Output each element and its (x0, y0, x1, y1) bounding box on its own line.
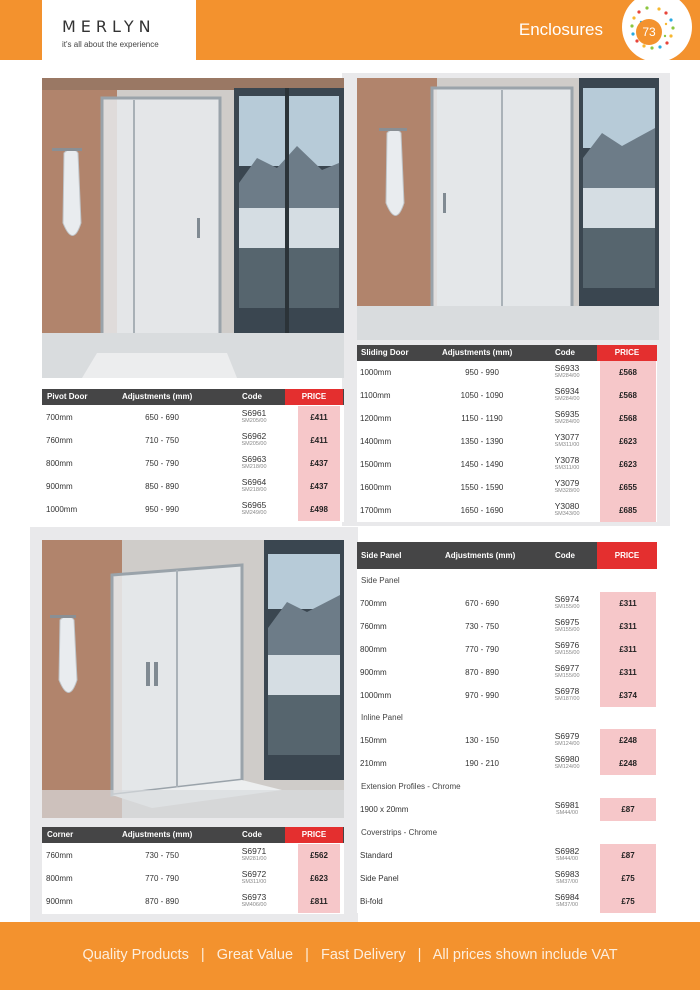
size-cell: 700mm (46, 413, 73, 422)
size-cell: 800mm (46, 459, 73, 468)
code-cell (543, 847, 591, 863)
size-cell: 1000mm (360, 368, 392, 377)
size-cell: 900mm (46, 897, 73, 906)
adjustments-cell: 1150 - 1190 (461, 414, 503, 423)
adjustments-cell: 950 - 990 (145, 505, 179, 514)
table-row (357, 638, 657, 661)
size-cell: 1900 x 20mm (360, 805, 409, 814)
code-cell (543, 801, 591, 817)
product-subcode: SM284/00 (554, 396, 580, 402)
brand-name: MERLYN (62, 17, 156, 36)
pivot-door-table (42, 389, 344, 522)
product-code: Y3080 (554, 501, 580, 511)
price-cell: £623 (298, 867, 340, 890)
product-subcode: SM218/00 (241, 464, 267, 470)
col-code: Code (242, 830, 262, 839)
price-cell: £411 (298, 406, 340, 429)
col-adjustments: Adjustments (mm) (122, 392, 193, 401)
adjustments-cell: 650 - 690 (145, 413, 179, 422)
size-cell: 760mm (360, 622, 387, 631)
product-subcode: SM406/00 (241, 902, 267, 908)
product-code: S6935 (554, 409, 580, 419)
code-cell (543, 618, 591, 634)
table-header (357, 345, 657, 361)
size-cell: 900mm (360, 668, 387, 677)
col-price: PRICE (285, 389, 343, 405)
sliding-door-table (357, 345, 657, 522)
code-cell (543, 870, 591, 886)
price-cell: £498 (298, 498, 340, 521)
table-row (357, 430, 657, 453)
code-cell (543, 641, 591, 657)
page-number-badge (614, 0, 700, 60)
page-footer (0, 922, 700, 990)
price-cell: £655 (600, 476, 656, 499)
adjustments-cell: 1450 - 1490 (460, 460, 504, 469)
section-extension-profiles: Extension Profiles - Chrome (361, 782, 461, 791)
adjustments-cell: 770 - 790 (145, 874, 179, 883)
sliding-door-photo (357, 78, 659, 340)
col-adjustments: Adjustments (mm) (445, 551, 516, 560)
col-name: Corner (47, 830, 74, 839)
price-cell: £568 (600, 384, 656, 407)
price-cell: £623 (600, 453, 656, 476)
corner-enclosure-photo (42, 540, 344, 818)
size-cell: 150mm (360, 736, 387, 745)
adjustments-cell: 870 - 890 (145, 897, 179, 906)
adjustments-cell: 850 - 890 (145, 482, 179, 491)
product-code: S6975 (554, 617, 580, 627)
product-subcode: SM205/00 (241, 418, 267, 424)
table-row (357, 684, 657, 707)
code-cell (230, 847, 278, 863)
code-cell (543, 410, 591, 426)
price-cell: £685 (600, 499, 656, 522)
product-subcode: SM37/00 (555, 902, 578, 908)
price-cell: £75 (600, 890, 656, 913)
table-row (357, 361, 657, 384)
product-code: S6984 (554, 892, 580, 902)
table-row (42, 475, 344, 498)
product-subcode: SM155/00 (554, 604, 580, 610)
product-code: S6972 (241, 869, 267, 879)
product-subcode: SM284/00 (554, 373, 580, 379)
price-cell: £311 (600, 615, 656, 638)
code-cell (230, 432, 278, 448)
product-code: S6963 (241, 454, 267, 464)
code-cell (543, 687, 591, 703)
table-row (357, 592, 657, 615)
table-row (357, 844, 657, 867)
product-code: Y3078 (554, 455, 580, 465)
table-row (357, 407, 657, 430)
size-cell: 800mm (46, 874, 73, 883)
brand-tagline: it's all about the experience (62, 40, 159, 49)
price-cell: £87 (600, 798, 656, 821)
table-row (357, 752, 657, 775)
product-code: S6934 (554, 386, 580, 396)
table-header (42, 389, 344, 405)
adjustments-cell: 870 - 890 (465, 668, 499, 677)
price-cell: £75 (600, 867, 656, 890)
product-subcode: SM343/00 (554, 511, 580, 517)
code-cell (543, 502, 591, 518)
product-subcode: SM284/00 (554, 419, 580, 425)
product-code: S6980 (554, 754, 580, 764)
size-cell: 210mm (360, 759, 387, 768)
table-header (42, 827, 344, 843)
size-cell: 1600mm (360, 483, 392, 492)
table-row (42, 498, 344, 521)
section-side-panel: Side Panel (361, 576, 400, 585)
adjustments-cell: 130 - 150 (465, 736, 499, 745)
adjustments-cell: 750 - 790 (145, 459, 179, 468)
product-subcode: SM311/00 (241, 879, 267, 885)
table-row (357, 499, 657, 522)
table-row (357, 729, 657, 752)
price-cell: £248 (600, 752, 656, 775)
adjustments-cell: 950 - 990 (465, 368, 499, 377)
product-subcode: SM249/00 (241, 510, 267, 516)
section-coverstrips: Coverstrips - Chrome (361, 828, 438, 837)
size-cell: 900mm (46, 482, 73, 491)
size-cell: Standard (360, 851, 393, 860)
product-subcode: SM155/00 (554, 673, 580, 679)
adjustments-cell: 190 - 210 (465, 759, 499, 768)
price-cell: £411 (298, 429, 340, 452)
product-code: S6982 (554, 846, 580, 856)
adjustments-cell: 670 - 690 (465, 599, 499, 608)
product-code: S6964 (241, 477, 267, 487)
price-cell: £311 (600, 661, 656, 684)
col-code: Code (555, 348, 575, 357)
table-row (42, 867, 344, 890)
table-row (357, 384, 657, 407)
table-row (42, 429, 344, 452)
size-cell: Side Panel (360, 874, 399, 883)
col-name: Pivot Door (47, 392, 88, 401)
code-cell (230, 478, 278, 494)
corner-table (42, 827, 344, 914)
code-cell (543, 893, 591, 909)
adjustments-cell: 1050 - 1090 (460, 391, 504, 400)
size-cell: 1000mm (360, 691, 392, 700)
table-row (357, 867, 657, 890)
table-row (42, 406, 344, 429)
product-code: S6981 (554, 800, 580, 810)
code-cell (230, 409, 278, 425)
price-cell: £437 (298, 475, 340, 498)
product-subcode: SM218/00 (241, 487, 267, 493)
price-cell: £811 (298, 890, 340, 913)
product-subcode: SM155/00 (554, 650, 580, 656)
price-cell: £437 (298, 452, 340, 475)
price-cell: £311 (600, 638, 656, 661)
size-cell: Bi-fold (360, 897, 383, 906)
size-cell: 1100mm (360, 391, 391, 400)
col-code: Code (555, 551, 575, 560)
table-row (357, 476, 657, 499)
footer-tagline: Quality Products | Great Value | Fast Delivery | All prices shown include VAT (82, 947, 618, 963)
size-cell: 1500mm (360, 460, 392, 469)
col-name: Sliding Door (361, 348, 409, 357)
product-code: S6977 (554, 663, 580, 673)
adjustments-cell: 730 - 750 (465, 622, 499, 631)
product-code: S6978 (554, 686, 580, 696)
adjustments-cell: 730 - 750 (145, 851, 179, 860)
page-header (0, 0, 700, 60)
adjustments-cell: 1350 - 1390 (460, 437, 504, 446)
code-cell (230, 455, 278, 471)
product-code: S6933 (554, 363, 580, 373)
table-row (357, 798, 657, 821)
code-cell (543, 755, 591, 771)
product-subcode: SM37/00 (555, 879, 578, 885)
page-title: Enclosures (518, 20, 603, 39)
product-subcode: SM205/00 (241, 441, 267, 447)
price-cell: £562 (298, 844, 340, 867)
table-row (42, 452, 344, 475)
price-cell: £568 (600, 361, 656, 384)
table-row (42, 890, 344, 913)
product-code: S6962 (241, 431, 267, 441)
code-cell (543, 664, 591, 680)
product-subcode: SM124/00 (554, 764, 580, 770)
product-subcode: SM44/00 (555, 810, 578, 816)
product-subcode: SM44/00 (555, 856, 578, 862)
code-cell (230, 870, 278, 886)
price-cell: £374 (600, 684, 656, 707)
code-cell (543, 595, 591, 611)
price-cell: £311 (600, 592, 656, 615)
price-cell: £623 (600, 430, 656, 453)
product-subcode: SM311/00 (554, 442, 580, 448)
product-code: S6974 (554, 594, 580, 604)
product-subcode: SM311/00 (554, 465, 580, 471)
side-panel-table (357, 542, 657, 913)
code-cell (230, 501, 278, 517)
table-row (357, 453, 657, 476)
code-cell (543, 479, 591, 495)
table-row (42, 844, 344, 867)
product-code: S6961 (241, 408, 267, 418)
product-subcode: SM124/00 (554, 741, 580, 747)
product-subcode: SM328/00 (554, 488, 580, 494)
adjustments-cell: 1550 - 1590 (460, 483, 504, 492)
product-subcode: SM187/00 (554, 696, 580, 702)
product-code: S6971 (241, 846, 267, 856)
product-code: S6973 (241, 892, 267, 902)
col-code: Code (242, 392, 262, 401)
code-cell (230, 893, 278, 909)
product-code: S6979 (554, 731, 580, 741)
table-row (357, 661, 657, 684)
product-code: S6976 (554, 640, 580, 650)
size-cell: 1700mm (360, 506, 392, 515)
product-subcode: SM281/00 (241, 856, 267, 862)
size-cell: 760mm (46, 851, 73, 860)
table-row (357, 890, 657, 913)
size-cell: 1200mm (360, 414, 392, 423)
code-cell (543, 732, 591, 748)
product-code: Y3079 (554, 478, 580, 488)
col-price: PRICE (285, 827, 343, 843)
code-cell (543, 387, 591, 403)
size-cell: 800mm (360, 645, 387, 654)
price-cell: £87 (600, 844, 656, 867)
brand-logo (42, 0, 196, 60)
page-number: 73 (636, 19, 662, 45)
code-cell (543, 456, 591, 472)
col-price: PRICE (597, 345, 657, 361)
table-row (357, 615, 657, 638)
adjustments-cell: 770 - 790 (465, 645, 499, 654)
code-cell (543, 433, 591, 449)
adjustments-cell: 1650 - 1690 (460, 506, 504, 515)
product-code: S6983 (554, 869, 580, 879)
pivot-door-photo (42, 78, 344, 378)
adjustments-cell: 970 - 990 (465, 691, 499, 700)
product-code: Y3077 (554, 432, 580, 442)
section-inline-panel: Inline Panel (361, 713, 403, 722)
product-code: S6965 (241, 500, 267, 510)
table-header (357, 542, 657, 569)
col-adjustments: Adjustments (mm) (122, 830, 193, 839)
col-name: Side Panel (361, 551, 402, 560)
code-cell (543, 364, 591, 380)
col-adjustments: Adjustments (mm) (442, 348, 513, 357)
price-cell: £568 (600, 407, 656, 430)
size-cell: 760mm (46, 436, 73, 445)
adjustments-cell: 710 - 750 (145, 436, 179, 445)
size-cell: 1000mm (46, 505, 78, 514)
col-price: PRICE (597, 542, 657, 569)
product-subcode: SM155/00 (554, 627, 580, 633)
price-cell: £248 (600, 729, 656, 752)
size-cell: 1400mm (360, 437, 392, 446)
size-cell: 700mm (360, 599, 387, 608)
